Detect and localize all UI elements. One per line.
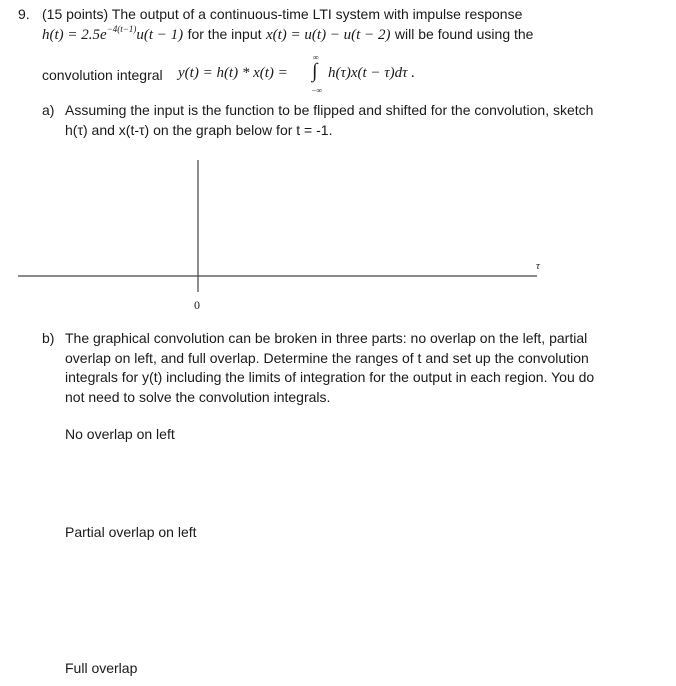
sketch-graph[interactable] xyxy=(0,0,676,320)
found-using-text: will be found using the xyxy=(394,26,534,42)
partial-overlap-heading: Partial overlap on left xyxy=(65,524,197,540)
convolution-label: convolution integral xyxy=(42,67,163,83)
impulse-response-expr: h(t) = 2.5e xyxy=(42,27,107,43)
question-number: 9. xyxy=(18,6,30,22)
full-overlap-heading: Full overlap xyxy=(65,660,138,676)
part-a-line1: Assuming the input is the function to be flipped and shifted for the convolution, sketch xyxy=(65,102,594,118)
input-expr: x(t) = u(t) − u(t − 2) xyxy=(265,27,391,43)
integral-lower-limit: −∞ xyxy=(311,86,323,95)
part-a-label: a) xyxy=(42,102,55,118)
tau-axis-label: τ xyxy=(536,260,540,272)
origin-label: 0 xyxy=(194,298,200,312)
question-intro: (15 points) The output of a continuous-time LTI system with impulse response xyxy=(42,6,523,22)
no-overlap-heading: No overlap on left xyxy=(65,426,175,442)
part-b-text xyxy=(65,329,594,407)
integral-upper-limit: ∞ xyxy=(313,53,319,62)
part-b-label: b) xyxy=(42,330,55,346)
part-a-line2: h(τ) and x(t-τ) on the graph below for t = -1. xyxy=(65,122,333,138)
part-b-line: not need to solve the convolution integrals. xyxy=(65,388,331,405)
impulse-exponent: −4(t−1) xyxy=(106,24,137,34)
for-input-text: for the input xyxy=(187,26,262,42)
convolution-expr-left: y(t) = h(t) * x(t) = xyxy=(178,65,288,81)
part-b-line: integrals for y(t) including the limits of integration for the output in each region. You do xyxy=(65,369,595,385)
part-b-line: The graphical convolution can be broken in three parts: no overlap on the left, partial xyxy=(65,330,588,346)
impulse-step: u(t − 1) xyxy=(136,27,184,43)
convolution-expr-right: h(τ)x(t − τ)dτ . xyxy=(328,65,416,81)
part-b-line: overlap on left, and full overlap. Determine the ranges of t and set up the convolution xyxy=(65,349,589,366)
integral-sign: ∫ xyxy=(312,60,318,82)
